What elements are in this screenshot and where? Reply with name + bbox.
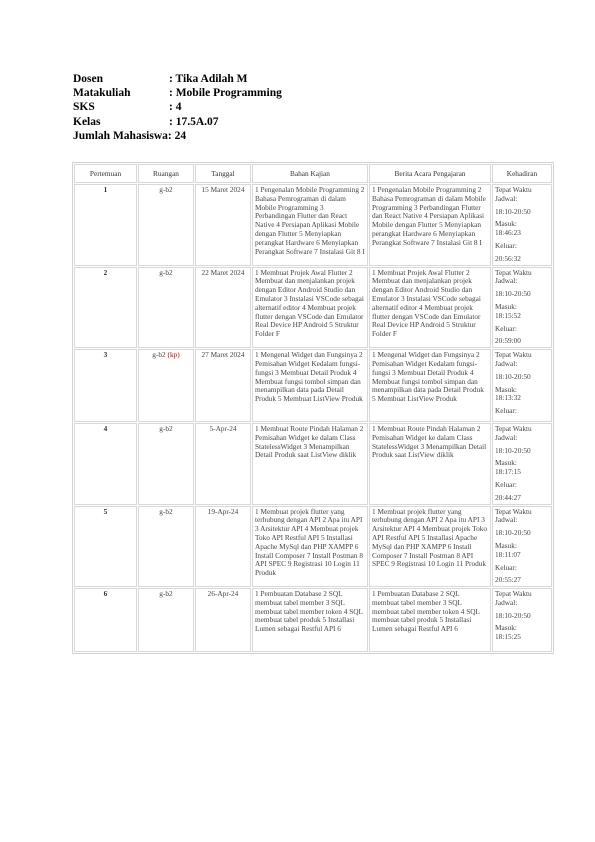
ruangan-value: g-b2 bbox=[152, 350, 166, 360]
header-pertemuan: Pertemuan bbox=[74, 164, 137, 183]
keluar-label: Keluar: bbox=[495, 240, 517, 250]
cell-ruangan bbox=[138, 506, 194, 588]
kehadiran-status: Tepat Waktu bbox=[495, 423, 532, 433]
cell-tanggal bbox=[195, 184, 251, 266]
table-row bbox=[74, 267, 552, 349]
pertemuan-value: 6 bbox=[103, 589, 108, 599]
tanggal-value: 27 Maret 2024 bbox=[201, 350, 245, 360]
cell-tanggal bbox=[195, 349, 251, 422]
course-info bbox=[73, 72, 282, 143]
cell-bahan-kajian bbox=[252, 423, 368, 505]
cell-bahan-kajian bbox=[252, 506, 368, 588]
kehadiran-status: Tepat Waktu bbox=[495, 506, 532, 516]
ruangan-value: g-b2 bbox=[159, 506, 173, 516]
cell-tanggal bbox=[195, 506, 251, 588]
bahan-kajian-text: 1 Pembuatan Database 2 SQL membuat tabel member 3 SQL membuat tabel member token 4 SQL membuat tabel produk 5 Installasi Lumen sebagai Restful API 6 bbox=[255, 589, 363, 634]
masuk-value: 18:15:25 bbox=[495, 632, 521, 642]
dosen-value: : Tika Adilah M bbox=[169, 73, 248, 85]
keluar-label: Keluar: bbox=[495, 479, 517, 489]
masuk-label: Masuk: bbox=[495, 301, 517, 311]
table-body bbox=[74, 184, 552, 652]
matakuliah-value: : Mobile Programming bbox=[169, 87, 282, 100]
jadwal-label: Jadwal: bbox=[495, 276, 518, 286]
cell-berita-acara bbox=[369, 588, 491, 652]
table-row bbox=[74, 423, 552, 505]
bahan-kajian-text: 1 Membuat projek flutter yang terhubung dengan API 2 Apa itu API 3 Arsitektur API 4 Membuat projek Toko API Restful API 5 Installasi Apache MySql dan PHP XAMPP 6 Install Composer 7 Install Postman 8 API SPEC 9 Registrasi 10 Login 11 Produk bbox=[255, 506, 364, 578]
pertemuan-value: 5 bbox=[103, 506, 108, 516]
tanggal-value: 15 Maret 2024 bbox=[201, 185, 245, 194]
berita-acara-text: 1 Pengenalan Mobile Programming 2 Bahasa Pemrograman di dalam Mobile Programming 3 Perbandingan Flutter dan React Native 4 Persiapan Aplikasi Mobile dengan Flutter 5 Menyiapkan perangkat Hardware 6 Menyiapkan Perangkat Software 7 Instalasi Git 8 I bbox=[372, 185, 486, 247]
tanggal-value: 5-Apr-24 bbox=[209, 423, 237, 433]
cell-ruangan bbox=[138, 423, 194, 505]
jadwal-value: 18:10-20:50 bbox=[495, 289, 531, 299]
cell-tanggal bbox=[195, 423, 251, 505]
cell-kehadiran bbox=[492, 349, 552, 422]
cell-ruangan bbox=[138, 184, 194, 266]
pertemuan-value: 2 bbox=[103, 267, 108, 277]
bahan-kajian-text: 1 Pengenalan Mobile Programming 2 Bahasa Pemrograman di dalam Mobile Programming 3 Perbandingan Flutter dan React Native 4 Persiapan Aplikasi Mobile dengan Flutter 5 Menyiapkan perangkat Hardware 6 Menyiapkan Perangkat Software 7 Instalasi Git 8 I bbox=[255, 185, 365, 256]
attendance-table bbox=[72, 162, 554, 654]
masuk-label: Masuk: bbox=[495, 458, 517, 468]
cell-berita-acara bbox=[369, 184, 491, 266]
table-header-row bbox=[74, 164, 552, 183]
cell-bahan-kajian bbox=[252, 588, 368, 652]
header-kehadiran: Kehadiran bbox=[492, 164, 552, 183]
sks-label: SKS bbox=[73, 101, 95, 114]
ruangan-value: g-b2 bbox=[159, 589, 173, 599]
masuk-label: Masuk: bbox=[495, 384, 517, 394]
jumlah-mahasiswa-label: Jumlah Mahasiswa bbox=[73, 129, 168, 142]
table-row bbox=[74, 184, 552, 266]
masuk-label: Masuk: bbox=[495, 219, 517, 229]
cell-pertemuan bbox=[74, 588, 137, 652]
keluar-value: 20:59:00 bbox=[495, 336, 521, 346]
cell-berita-acara bbox=[369, 267, 491, 349]
berita-acara-text: 1 Membuat Route Pindah Halaman 2 Pemisahan Widget ke dalam Class StatelessWidget 3 Menampilkan Detail Produk saat ListView diklik bbox=[372, 423, 487, 460]
header-bahan-kajian: Bahan Kajian bbox=[252, 164, 368, 183]
cell-bahan-kajian bbox=[252, 349, 368, 422]
cell-bahan-kajian bbox=[252, 267, 368, 349]
jadwal-label: Jadwal: bbox=[495, 597, 518, 607]
cell-pertemuan bbox=[74, 267, 137, 349]
keluar-value: 20:55:27 bbox=[495, 575, 521, 585]
info-matakuliah bbox=[73, 86, 282, 100]
dosen-label: Dosen bbox=[73, 73, 104, 85]
tanggal-value: 19-Apr-24 bbox=[207, 506, 239, 516]
info-sks bbox=[73, 100, 282, 114]
cell-berita-acara bbox=[369, 423, 491, 505]
kehadiran-status: Tepat Waktu bbox=[495, 350, 532, 360]
berita-acara-text: 1 Membuat projek flutter yang terhubung dengan API 2 Apa itu API 3 Arsitektur API 4 Membuat projek Toko API Restful API 5 Installasi Apache MySql dan PHP XAMPP 6 Install Composer 7 Install Postman 8 API SPEC 9 Registrasi 10 Login 11 Produk bbox=[372, 506, 488, 569]
cell-ruangan bbox=[138, 588, 194, 652]
jadwal-label: Jadwal: bbox=[495, 358, 518, 368]
berita-acara-text: 1 Membuat Projek Awal Flutter 2 Membuat dan menjalankan projek dengan Editor Android Studio dan Emulator 3 Instalasi VSCode sebagai alternatif editor 4 Membuat projek flutter dengan VSCode dan Emulator Real Device HP Android 5 Struktur Folder F bbox=[372, 267, 481, 339]
cell-ruangan bbox=[138, 267, 194, 349]
kehadiran-status: Tepat Waktu bbox=[495, 267, 532, 277]
kelas-label: Kelas bbox=[73, 115, 101, 128]
berita-acara-text: 1 Mengenal Widget dan Fungsinya 2 Pemisahan Widget Kedalam fungsi-fungsi 3 Membuat Detail Produk 4 Membuat fungsi tombol simpan dan menampilkan data pada Detail Produk 5 Membuat ListView Produk bbox=[372, 350, 484, 404]
cell-pertemuan bbox=[74, 423, 137, 505]
jadwal-label: Jadwal: bbox=[495, 515, 518, 525]
jadwal-value: 18:10-20:50 bbox=[495, 445, 531, 455]
kehadiran-status: Tepat Waktu bbox=[495, 185, 532, 194]
ruangan-value: g-b2 bbox=[159, 185, 173, 194]
jadwal-value: 18:10-20:50 bbox=[495, 610, 531, 620]
cell-pertemuan bbox=[74, 506, 137, 588]
keluar-label: Keluar: bbox=[495, 406, 517, 416]
masuk-value: 18:11:07 bbox=[495, 549, 521, 559]
jadwal-label: Jadwal: bbox=[495, 432, 518, 442]
pertemuan-value: 4 bbox=[103, 423, 108, 433]
table-row bbox=[74, 506, 552, 588]
table-row bbox=[74, 349, 552, 422]
masuk-value: 18:46:23 bbox=[495, 228, 521, 238]
cell-berita-acara bbox=[369, 506, 491, 588]
header-tanggal: Tanggal bbox=[195, 164, 251, 183]
keluar-value: 20:44:27 bbox=[495, 492, 521, 502]
cell-kehadiran bbox=[492, 267, 552, 349]
cell-kehadiran bbox=[492, 588, 552, 652]
table-row bbox=[74, 588, 552, 652]
masuk-label: Masuk: bbox=[495, 540, 517, 550]
info-jumlah-mahasiswa bbox=[73, 129, 282, 143]
berita-acara-text: 1 Pembuatan Database 2 SQL membuat tabel member 3 SQL membuat tabel member token 4 SQL membuat tabel produk 5 Installasi Lumen sebagai Restful API 6 bbox=[372, 589, 480, 634]
cell-ruangan bbox=[138, 349, 194, 422]
cell-pertemuan bbox=[74, 184, 137, 266]
header-berita-acara: Berita Acara Pengajaran bbox=[369, 164, 491, 183]
tanggal-value: 26-Apr-24 bbox=[207, 589, 239, 599]
cell-tanggal bbox=[195, 267, 251, 349]
matakuliah-label: Matakuliah bbox=[73, 87, 131, 100]
jumlah-mahasiswa-value: : 24 bbox=[167, 129, 187, 142]
cell-kehadiran bbox=[492, 423, 552, 505]
ruangan-value: g-b2 bbox=[159, 423, 173, 433]
jadwal-value: 18:10-20:50 bbox=[495, 371, 531, 381]
cell-bahan-kajian bbox=[252, 184, 368, 266]
keluar-label: Keluar: bbox=[495, 562, 517, 572]
kehadiran-status: Tepat Waktu bbox=[495, 589, 532, 599]
cell-berita-acara bbox=[369, 349, 491, 422]
keluar-label: Keluar: bbox=[495, 323, 517, 333]
info-kelas bbox=[73, 115, 282, 129]
ruangan-value: g-b2 bbox=[159, 267, 173, 277]
masuk-value: 18:17:15 bbox=[495, 467, 521, 477]
cell-pertemuan bbox=[74, 349, 137, 422]
jadwal-label: Jadwal: bbox=[495, 193, 518, 203]
cell-kehadiran bbox=[492, 506, 552, 588]
masuk-value: 18:13:32 bbox=[495, 393, 521, 403]
bahan-kajian-text: 1 Membuat Projek Awal Flutter 2 Membuat dan menjalankan projek dengan Editor Android Studio dan Emulator 3 Instalasi VSCode sebagai alternatif editor 4 Membuat projek flutter dengan VSCode dan Emulator Real Device HP Android 5 Struktur Folder F bbox=[255, 267, 364, 339]
keluar-value: 20:56:32 bbox=[495, 253, 521, 263]
kp-badge: (kp) bbox=[167, 350, 180, 360]
info-dosen bbox=[73, 72, 282, 86]
tanggal-value: 22 Maret 2024 bbox=[201, 267, 245, 277]
pertemuan-value: 3 bbox=[103, 350, 108, 360]
jadwal-value: 18:10-20:50 bbox=[495, 528, 531, 538]
kelas-value: : 17.5A.07 bbox=[169, 115, 219, 128]
header-ruangan: Ruangan bbox=[138, 164, 194, 183]
bahan-kajian-text: 1 Membuat Route Pindah Halaman 2 Pemisahan Widget ke dalam Class StatelessWidget 3 Menampilkan Detail Produk saat ListView diklik bbox=[255, 423, 364, 460]
masuk-label: Masuk: bbox=[495, 623, 517, 633]
sks-value: : 4 bbox=[169, 101, 182, 114]
masuk-value: 18:15:52 bbox=[495, 310, 521, 320]
cell-tanggal bbox=[195, 588, 251, 652]
jadwal-value: 18:10-20:50 bbox=[495, 206, 531, 216]
bahan-kajian-text: 1 Mengenal Widget dan Fungsinya 2 Pemisahan Widget Kedalam fungsi-fungsi 3 Membuat Detail Produk 4 Membuat fungsi tombol simpan dan menampilkan data pada Detail Produk 5 Membuat ListView Produk bbox=[255, 350, 363, 404]
cell-kehadiran bbox=[492, 184, 552, 266]
pertemuan-value: 1 bbox=[103, 185, 108, 194]
